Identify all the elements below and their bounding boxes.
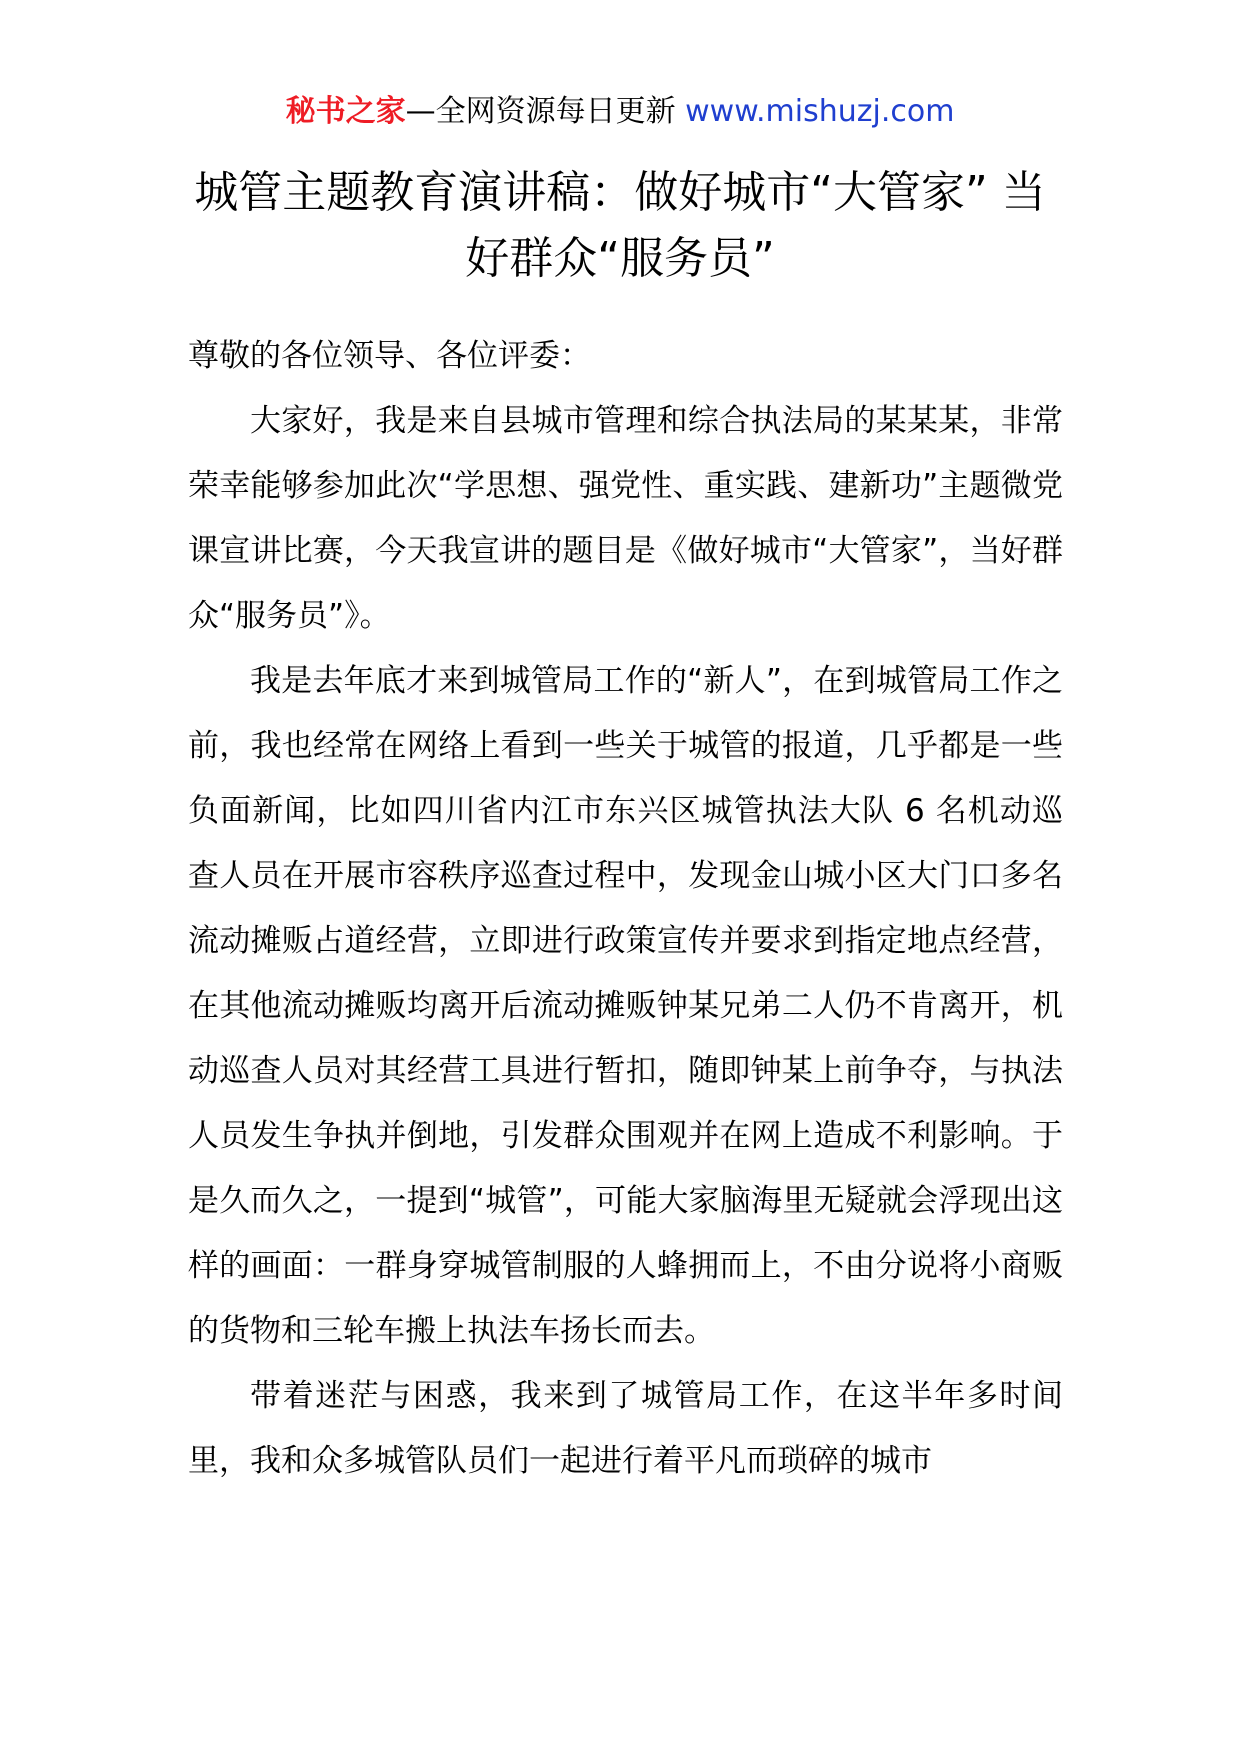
body-paragraph-2: 我是去年底才来到城管局工作的“新人”，在到城管局工作之前，我也经常在网络上看到一些关于城管的报道，几乎都是一些负面新闻，比如四川省内江市东兴区城管执法大队 6 名机动巡查人员在开展市容秩序巡查过程中，发现金山城小区大门口多名流动摊贩占道经营，立即进行政策宣传并要求到指定地点经营，在其他流动摊贩均离开后流动摊贩钟某兄弟二人仍不肯离开，机动巡查人员对其经营工具进行暂扣，随即钟某上前争夺，与执法人员发生争执并倒地，引发群众围观并在网上造成不利影响。于是久而久之，一提到“城管”，可能大家脑海里无疑就会浮现出这样的画面：一群身穿城管制服的人蜂拥而上，不由分说将小商贩的货物和三轮车搬上执法车扬长而去。: [188, 663, 1063, 1349]
body-paragraph-3: 带着迷茫与困惑，我来到了城管局工作，在这半年多时间里，我和众多城管队员们一起进行着平凡而琐碎的城市: [188, 1378, 1063, 1479]
body-paragraph-1: 大家好，我是来自县城市管理和综合执法局的某某某，非常荣幸能够参加此次“学思想、强党性、重实践、建新功”主题微党课宣讲比赛，今天我宣讲的题目是《做好城市“大管家”，当好群众“服务员”》。: [188, 403, 1063, 634]
document-title: 城管主题教育演讲稿：做好城市“大管家” 当好群众“服务员”: [194, 167, 1046, 284]
document-body: [188, 324, 1063, 1494]
site-brand: 秘书之家: [285, 94, 406, 129]
site-header: [0, 92, 1240, 132]
site-tagline: —全网资源每日更新: [405, 94, 686, 129]
salutation: 尊敬的各位领导、各位评委：: [188, 338, 591, 374]
site-url-link[interactable]: www.mishuzj.com: [685, 94, 955, 129]
